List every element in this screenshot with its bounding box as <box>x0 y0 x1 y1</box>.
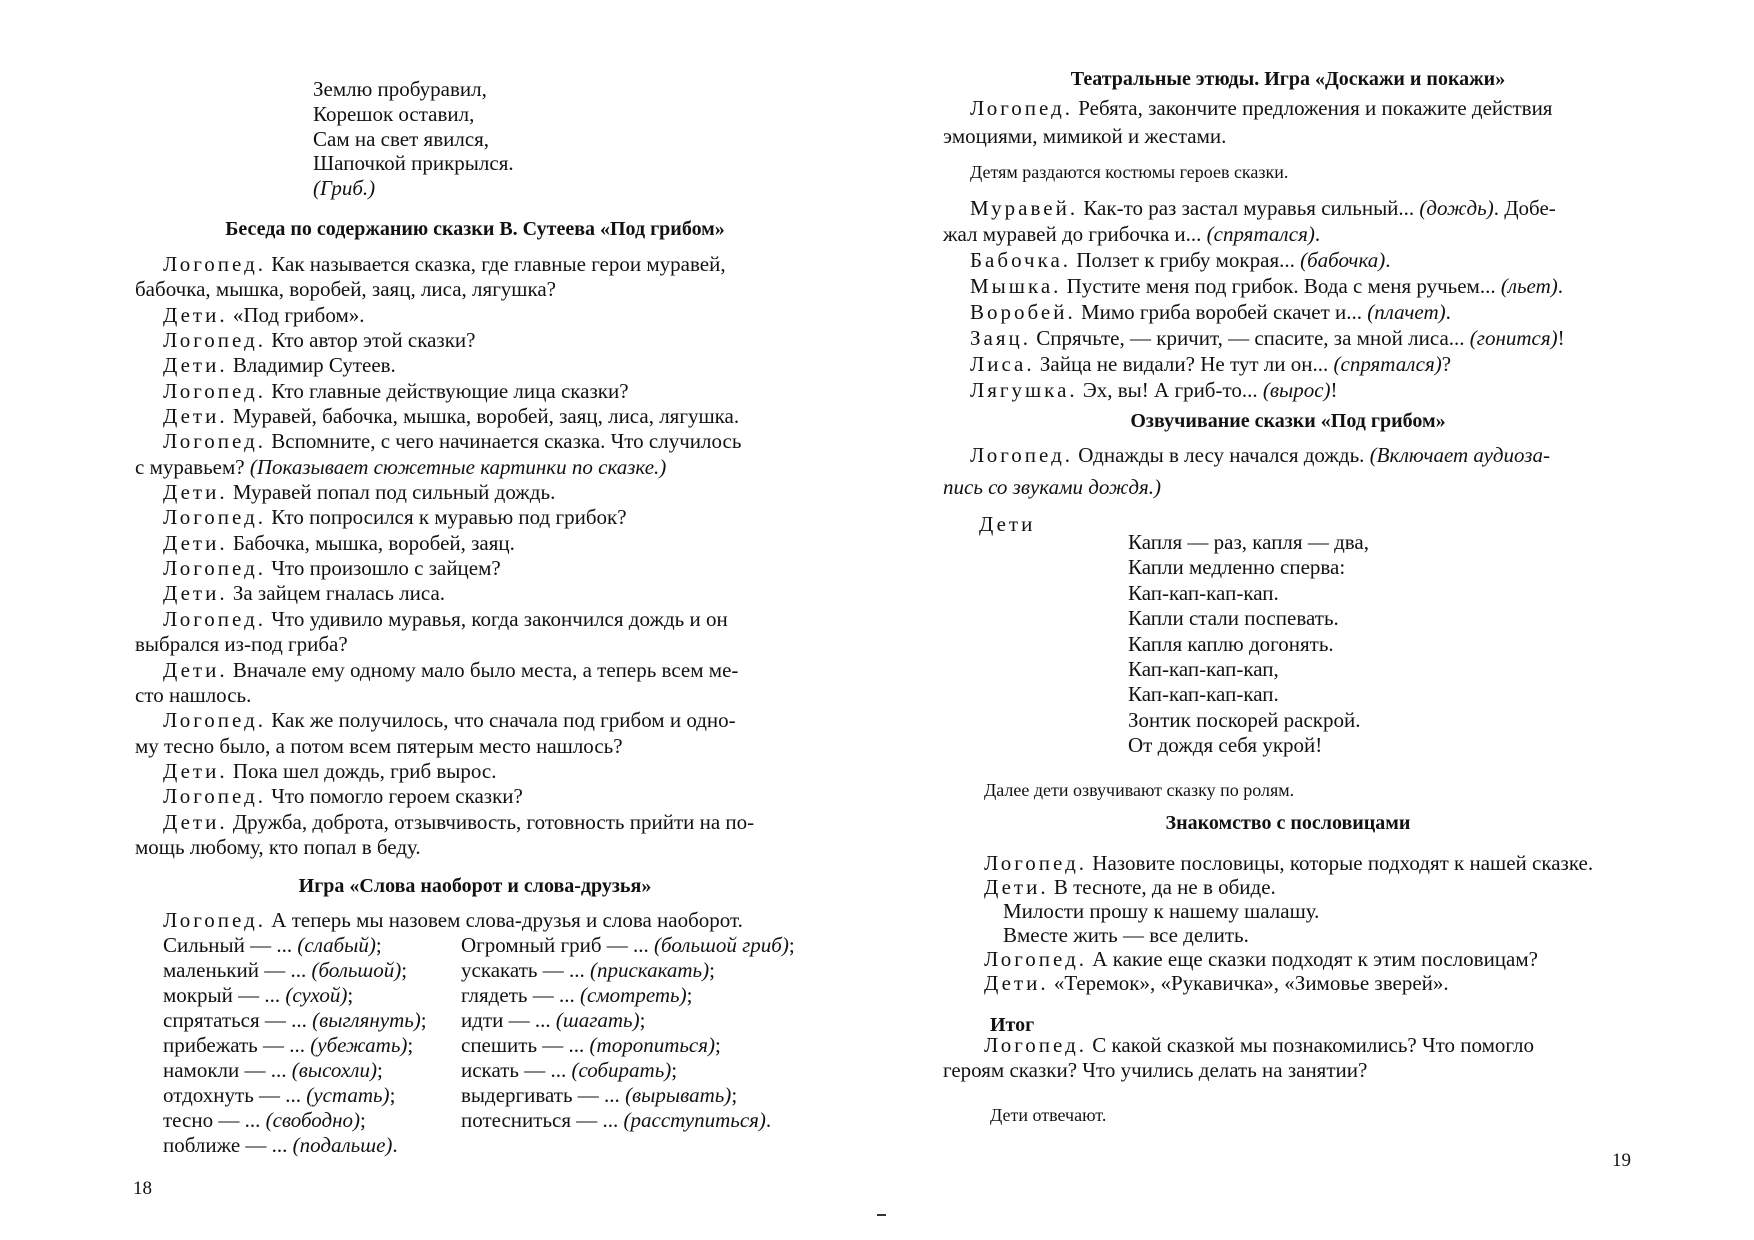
speaker-name: Дети. <box>163 758 228 783</box>
text-segment: ускакать — ... <box>461 958 590 982</box>
italic-text: (Показывает сюжетные картинки по сказке.) <box>249 454 667 479</box>
poem-line <box>1128 581 1369 606</box>
word-pair-left <box>163 1108 366 1133</box>
text-segment: Зайца не видали? Не тут ли он... <box>1034 352 1334 376</box>
text-segment: Далее дети озвучивают сказку по ролям. <box>984 780 1295 800</box>
word-pair-right <box>461 958 715 983</box>
text-segment: сто нашлось. <box>135 682 252 707</box>
dialogue-line <box>877 875 1593 899</box>
dialogue-line <box>0 683 754 708</box>
word-pair-left <box>163 1083 395 1108</box>
text-segment: В тесноте, да не в обиде. <box>1048 875 1276 899</box>
text-segment: Эх, вы! А гриб-то... <box>1077 378 1263 402</box>
dialogue-line <box>877 195 1565 221</box>
text-segment: Ползет к грибу мокрая... <box>1071 248 1301 272</box>
poem-line <box>313 151 514 176</box>
italic-text: (Гриб.) <box>313 176 376 201</box>
italic-text: (торопиться) <box>589 1033 716 1057</box>
dialogue-line <box>877 1058 1534 1083</box>
speaker-name: Дети. <box>163 530 228 555</box>
text-segment: ; <box>407 1033 414 1057</box>
text-segment: ; <box>709 958 715 982</box>
section-heading: Игра «Слова наоборот и слова-друзья» <box>298 875 652 897</box>
text-segment: Мимо гриба воробей скачет и... <box>1075 300 1368 324</box>
word-pair-left <box>163 933 382 958</box>
italic-text: (расступиться) <box>623 1108 766 1132</box>
dialogue-line <box>0 252 754 277</box>
dialogue-line <box>0 556 754 581</box>
italic-text: (вырос) <box>1262 378 1331 402</box>
dialogue-line <box>0 607 754 632</box>
dialogue-line <box>0 277 754 302</box>
dialogue-line <box>0 531 754 556</box>
speaker-name: Заяц. <box>970 326 1031 350</box>
speaker-name: Муравей. <box>970 196 1079 220</box>
text-segment: ; <box>389 1083 396 1107</box>
italic-text: (устать) <box>306 1083 390 1107</box>
word-pair-left <box>163 1133 398 1158</box>
section-heading: Итог <box>990 1014 1035 1036</box>
word-pair-right <box>461 1108 771 1133</box>
poem-block <box>313 77 514 201</box>
italic-text: (плачет) <box>1367 300 1446 324</box>
dialogue-line <box>0 835 754 860</box>
italic-text: (большой) <box>311 958 402 982</box>
text-segment: мокрый — ... <box>163 983 286 1007</box>
text-segment: Что помогло героем сказки? <box>266 784 523 809</box>
dialogue-line <box>877 122 1552 150</box>
text-segment: ; <box>375 933 382 957</box>
speaker-name: Логопед. <box>163 908 267 932</box>
italic-text: (сухой) <box>285 983 348 1007</box>
dialogue-line <box>877 325 1565 351</box>
italic-text: (спрятался) <box>1333 352 1442 376</box>
text-segment: Кап-кап-кап-кап. <box>1128 580 1279 605</box>
text-segment: ; <box>360 1108 366 1132</box>
section-heading: Театральные этюды. Игра «Доскажи и покажи» <box>1070 68 1506 90</box>
dialogue-line <box>0 759 754 784</box>
dialogue-block <box>877 439 1550 503</box>
speaker-name: Лиса. <box>970 352 1035 376</box>
text-segment: Вначале ему одному мало было места, а теперь всем ме- <box>227 657 739 682</box>
dialogue-line <box>0 455 754 480</box>
italic-text: (выглянуть) <box>312 1008 421 1032</box>
word-pair-left <box>163 1008 427 1033</box>
text-segment: отдохнуть — ... <box>163 1083 307 1107</box>
text-segment: А какие еще сказки подходят к этим пословицам? <box>1087 947 1538 971</box>
dialogue-line <box>0 505 754 530</box>
word-pair-right <box>461 1058 677 1083</box>
note-block <box>877 160 1288 185</box>
text-segment: потесниться — ... <box>461 1108 624 1132</box>
dialogue-line <box>0 632 754 657</box>
italic-text: (свободно) <box>265 1108 361 1132</box>
poem-line <box>313 77 514 102</box>
speaker-name: Логопед. <box>970 96 1074 120</box>
dialogue-block <box>877 512 1035 537</box>
text-segment: выбрался из-под гриба? <box>135 632 348 657</box>
speaker-name: Мышка. <box>970 274 1062 298</box>
poem-line <box>313 102 514 127</box>
text-segment: . <box>1445 300 1451 324</box>
text-segment: Милости прошу к нашему шалашу. <box>1003 899 1320 923</box>
italic-text: пись со звуками дождя.) <box>943 475 1162 499</box>
dialogue-line <box>877 899 1593 923</box>
page-number: 18 <box>133 1178 152 1199</box>
page-number: 19 <box>1612 1150 1631 1171</box>
text-segment: идти — ... <box>461 1008 556 1032</box>
text-segment: намокли — ... <box>163 1058 292 1082</box>
section-heading: Знакомство с пословицами <box>1165 812 1411 834</box>
italic-text: (убежать) <box>310 1033 408 1057</box>
dialogue-line <box>877 299 1565 325</box>
poem-line <box>1128 530 1369 555</box>
italic-text: (шагать) <box>555 1008 640 1032</box>
speaker-name: Логопед. <box>163 708 267 733</box>
text-segment: «Теремок», «Рукавичка», «Зимовье зверей». <box>1048 971 1449 995</box>
dialogue-block <box>0 908 743 933</box>
dialogue-block <box>877 1033 1534 1083</box>
dialogue-line <box>0 303 754 328</box>
dialogue-line <box>877 923 1593 947</box>
word-pair-right <box>461 1083 737 1108</box>
text-segment: Зонтик поскорей раскрой. <box>1128 707 1361 732</box>
poem-line <box>1128 708 1369 733</box>
text-segment: ; <box>715 1033 721 1057</box>
dialogue-line <box>0 429 754 454</box>
word-pair-right <box>461 1033 721 1058</box>
note-block <box>877 1103 1106 1128</box>
speaker-name: Дети. <box>984 875 1049 899</box>
text-segment: эмоциями, мимикой и жестами. <box>943 124 1227 148</box>
word-pair-left <box>163 1058 383 1083</box>
italic-text: (подальше) <box>292 1133 393 1157</box>
text-segment: . Добе- <box>1493 196 1556 220</box>
speaker-name: Воробей. <box>970 300 1076 324</box>
text-segment: ; <box>686 983 693 1007</box>
speaker-name: Логопед. <box>163 429 267 454</box>
text-segment: Пустите меня под грибок. Вода с меня ручьем... <box>1061 274 1501 298</box>
text-segment: Дети отвечают. <box>990 1105 1107 1125</box>
dialogue-line <box>0 328 754 353</box>
text-segment: Как же получилось, что сначала под грибом и одно- <box>266 708 736 733</box>
text-segment: Владимир Сутеев. <box>227 353 396 378</box>
text-segment: . <box>392 1133 398 1157</box>
text-segment: С какой сказкой мы познакомились? Что помогло <box>1087 1033 1534 1057</box>
dialogue-line <box>877 351 1565 377</box>
section-heading: Беседа по содержанию сказки В. Сутеева «Под грибом» <box>225 218 725 240</box>
speaker-name: Дети. <box>163 480 228 505</box>
text-segment: ; <box>376 1058 383 1082</box>
text-segment: прибежать — ... <box>163 1033 311 1057</box>
word-pair-left <box>163 983 353 1008</box>
text-segment: ; <box>401 958 408 982</box>
text-segment: Вместе жить — все делить. <box>1003 923 1249 947</box>
poem-line <box>1128 632 1369 657</box>
text-segment: му тесно было, а потом всем пятерым место нашлось? <box>135 733 623 758</box>
dialogue-line <box>877 851 1593 875</box>
speaker-name: Дети. <box>163 809 228 834</box>
dialogue-block <box>877 195 1565 403</box>
speaker-name: Дети. <box>984 971 1049 995</box>
text-segment: Однажды в лесу начался дождь. <box>1073 443 1370 467</box>
speaker-name: Логопед. <box>970 443 1074 467</box>
speaker-name: Логопед. <box>163 505 267 530</box>
poem-line <box>313 127 514 152</box>
text-segment: Как называется сказка, где главные герои муравей, <box>266 252 726 276</box>
text-segment: Кто главные действующие лица сказки? <box>266 378 629 403</box>
dialogue-line <box>0 708 754 733</box>
stage-direction <box>877 160 1288 185</box>
text-segment: героям сказки? Что учились делать на занятии? <box>943 1058 1368 1082</box>
text-segment: мощь любому, кто попал в беду. <box>135 834 421 859</box>
text-segment: ; <box>671 1058 678 1082</box>
speaker-name: Логопед. <box>163 606 267 631</box>
text-segment: поближе — ... <box>163 1133 293 1157</box>
dialogue-block <box>877 94 1552 150</box>
text-segment: ; <box>731 1083 738 1107</box>
speaker-name: Дети. <box>163 404 228 429</box>
italic-text: (спрятался) <box>1206 222 1315 246</box>
dialogue-line <box>0 784 754 809</box>
text-segment: Ребята, закончите предложения и покажите действия <box>1073 96 1553 120</box>
dialogue-line <box>0 379 754 404</box>
speaker-name: Логопед. <box>163 378 267 403</box>
text-segment: Корешок оставил, <box>313 101 475 126</box>
text-segment: Кто попросился к муравью под грибок? <box>266 505 627 530</box>
italic-text: (бабочка) <box>1300 248 1386 272</box>
text-segment: ; <box>347 983 354 1007</box>
dialogue-line <box>877 471 1550 503</box>
dialogue-block <box>877 851 1593 995</box>
text-segment: с муравьем? <box>135 454 250 479</box>
text-segment: ; <box>420 1008 427 1032</box>
dialogue-line <box>877 377 1565 403</box>
text-segment: Что удивило муравья, когда закончился дождь и он <box>266 606 728 631</box>
word-pair-right <box>461 933 795 958</box>
text-segment: Детям раздаются костюмы героев сказки. <box>970 162 1289 182</box>
dialogue-line <box>877 247 1565 273</box>
speaker-name: Дети. <box>163 581 228 606</box>
text-segment: А теперь мы назовем слова-друзья и слова наоборот. <box>266 908 743 932</box>
speaker-name: Дети. <box>163 302 228 327</box>
speaker-name: Логопед. <box>163 556 267 581</box>
text-segment: Капля — раз, капля — два, <box>1128 530 1369 554</box>
text-segment: искать — ... <box>461 1058 572 1082</box>
text-segment: ; <box>788 933 795 957</box>
text-segment: Кто автор этой сказки? <box>266 328 476 353</box>
speaker-name: Логопед. <box>163 784 267 809</box>
dialogue-line <box>877 1033 1534 1058</box>
text-segment: жал муравей до грибочка и... <box>943 222 1207 246</box>
text-segment: бабочка, мышка, воробей, заяц, лиса, лягушка? <box>135 277 557 302</box>
speaker-name: Логопед. <box>984 851 1088 875</box>
text-segment: . <box>1557 274 1564 298</box>
text-segment: Как-то раз застал муравья сильный... <box>1078 196 1420 220</box>
text-segment: . <box>1314 222 1321 246</box>
text-segment: Пока шел дождь, гриб вырос. <box>227 758 497 783</box>
dialogue-line <box>877 512 1035 537</box>
dialogue-line <box>0 480 754 505</box>
right-page <box>877 0 1754 1240</box>
dialogue-line <box>0 353 754 378</box>
italic-text: (высохли) <box>291 1058 377 1082</box>
italic-text: (льет) <box>1500 274 1558 298</box>
word-pair-left <box>163 1033 413 1058</box>
italic-text: (большой гриб) <box>654 933 789 957</box>
speaker-name: Бабочка. <box>970 248 1072 272</box>
text-segment: выдергивать — ... <box>461 1083 626 1107</box>
text-segment: Назовите пословицы, которые подходят к нашей сказке. <box>1087 851 1594 875</box>
speaker-name: Лягушка. <box>970 378 1078 402</box>
dialogue-line <box>0 810 754 835</box>
text-segment: Кап-кап-кап-кап, <box>1128 656 1279 681</box>
poem-line <box>1128 606 1369 631</box>
text-segment: Вспомните, с чего начинается сказка. Что случилось <box>266 429 742 454</box>
italic-text: (дождь) <box>1419 196 1494 220</box>
text-segment: Шапочкой прикрылся. <box>313 151 514 176</box>
dialogue-block <box>0 252 754 860</box>
poem-line <box>1128 657 1369 682</box>
dialogue-line <box>0 658 754 683</box>
word-pair-left <box>163 958 407 983</box>
stage-direction <box>877 778 1294 803</box>
text-segment: спешить — ... <box>461 1033 590 1057</box>
poem-block <box>1128 530 1369 759</box>
speaker-name: Логопед. <box>163 252 267 276</box>
speaker-name: Логопед. <box>984 1033 1088 1057</box>
word-pair-right <box>461 983 692 1008</box>
text-segment: Дружба, доброта, отзывчивость, готовность прийти на по- <box>227 809 755 834</box>
italic-text: (смотреть) <box>579 983 687 1007</box>
dialogue-line <box>0 908 743 933</box>
text-segment: Капля каплю догонять. <box>1128 631 1334 656</box>
text-segment: Сам на свет явился, <box>313 126 490 151</box>
text-segment: . <box>1385 248 1391 272</box>
speaker-name: Дети <box>979 512 1036 536</box>
text-segment: ; <box>639 1008 646 1032</box>
section-heading: Озвучивание сказки «Под грибом» <box>1130 410 1446 432</box>
text-segment: Муравей, бабочка, мышка, воробей, заяц, лиса, лягушка. <box>227 404 740 429</box>
text-segment: ! <box>1557 326 1565 350</box>
text-segment: За зайцем гналась лиса. <box>227 581 446 606</box>
text-segment: глядеть — ... <box>461 983 580 1007</box>
speaker-name: Дети. <box>163 353 228 378</box>
italic-text: (гонится) <box>1469 326 1558 350</box>
poem-line <box>1128 682 1369 707</box>
dialogue-line <box>0 404 754 429</box>
dialogue-line <box>877 439 1550 471</box>
dialogue-line <box>0 734 754 759</box>
dialogue-line <box>0 581 754 606</box>
speaker-name: Дети. <box>163 657 228 682</box>
italic-text: (вырывать) <box>625 1083 732 1107</box>
italic-text: (прискакать) <box>589 958 710 982</box>
dialogue-line <box>877 273 1565 299</box>
text-segment: . <box>765 1108 772 1132</box>
dialogue-line <box>877 947 1593 971</box>
text-segment: Бабочка, мышка, воробей, заяц. <box>227 530 515 555</box>
text-segment: ? <box>1441 352 1452 376</box>
scan-mark <box>877 1214 886 1216</box>
dialogue-line <box>877 94 1552 122</box>
text-segment: Что произошло с зайцем? <box>266 556 501 581</box>
word-pair-right <box>461 1008 645 1033</box>
text-segment: Кап-кап-кап-кап. <box>1128 682 1279 707</box>
stage-direction <box>877 1103 1106 1128</box>
text-segment: Огромный гриб — ... <box>461 933 655 957</box>
italic-text: (слабый) <box>297 933 376 957</box>
italic-text: (собирать) <box>571 1058 672 1082</box>
text-segment: Муравей попал под сильный дождь. <box>227 480 556 505</box>
speaker-name: Логопед. <box>163 328 267 353</box>
poem-line <box>1128 555 1369 580</box>
note-block <box>877 778 1294 803</box>
text-segment: маленький — ... <box>163 958 312 982</box>
text-segment: Капли стали поспевать. <box>1128 606 1339 631</box>
text-segment: Спрячьте, — кричит, — спасите, за мной лиса... <box>1031 326 1470 350</box>
text-segment: От дождя себя укрой! <box>1128 733 1323 758</box>
italic-text: (Включает аудиоза- <box>1369 443 1550 467</box>
speaker-name: Логопед. <box>984 947 1088 971</box>
text-segment: ! <box>1330 378 1338 402</box>
dialogue-line <box>877 221 1565 247</box>
poem-line <box>313 176 514 201</box>
text-segment: спрятаться — ... <box>163 1008 313 1032</box>
text-segment: Капли медленно сперва: <box>1128 555 1346 580</box>
text-segment: «Под грибом». <box>227 302 365 327</box>
poem-line <box>1128 733 1369 758</box>
text-segment: Землю пробуравил, <box>313 77 487 101</box>
text-segment: тесно — ... <box>163 1108 266 1132</box>
dialogue-line <box>877 971 1593 995</box>
text-segment: Сильный — ... <box>163 933 298 957</box>
